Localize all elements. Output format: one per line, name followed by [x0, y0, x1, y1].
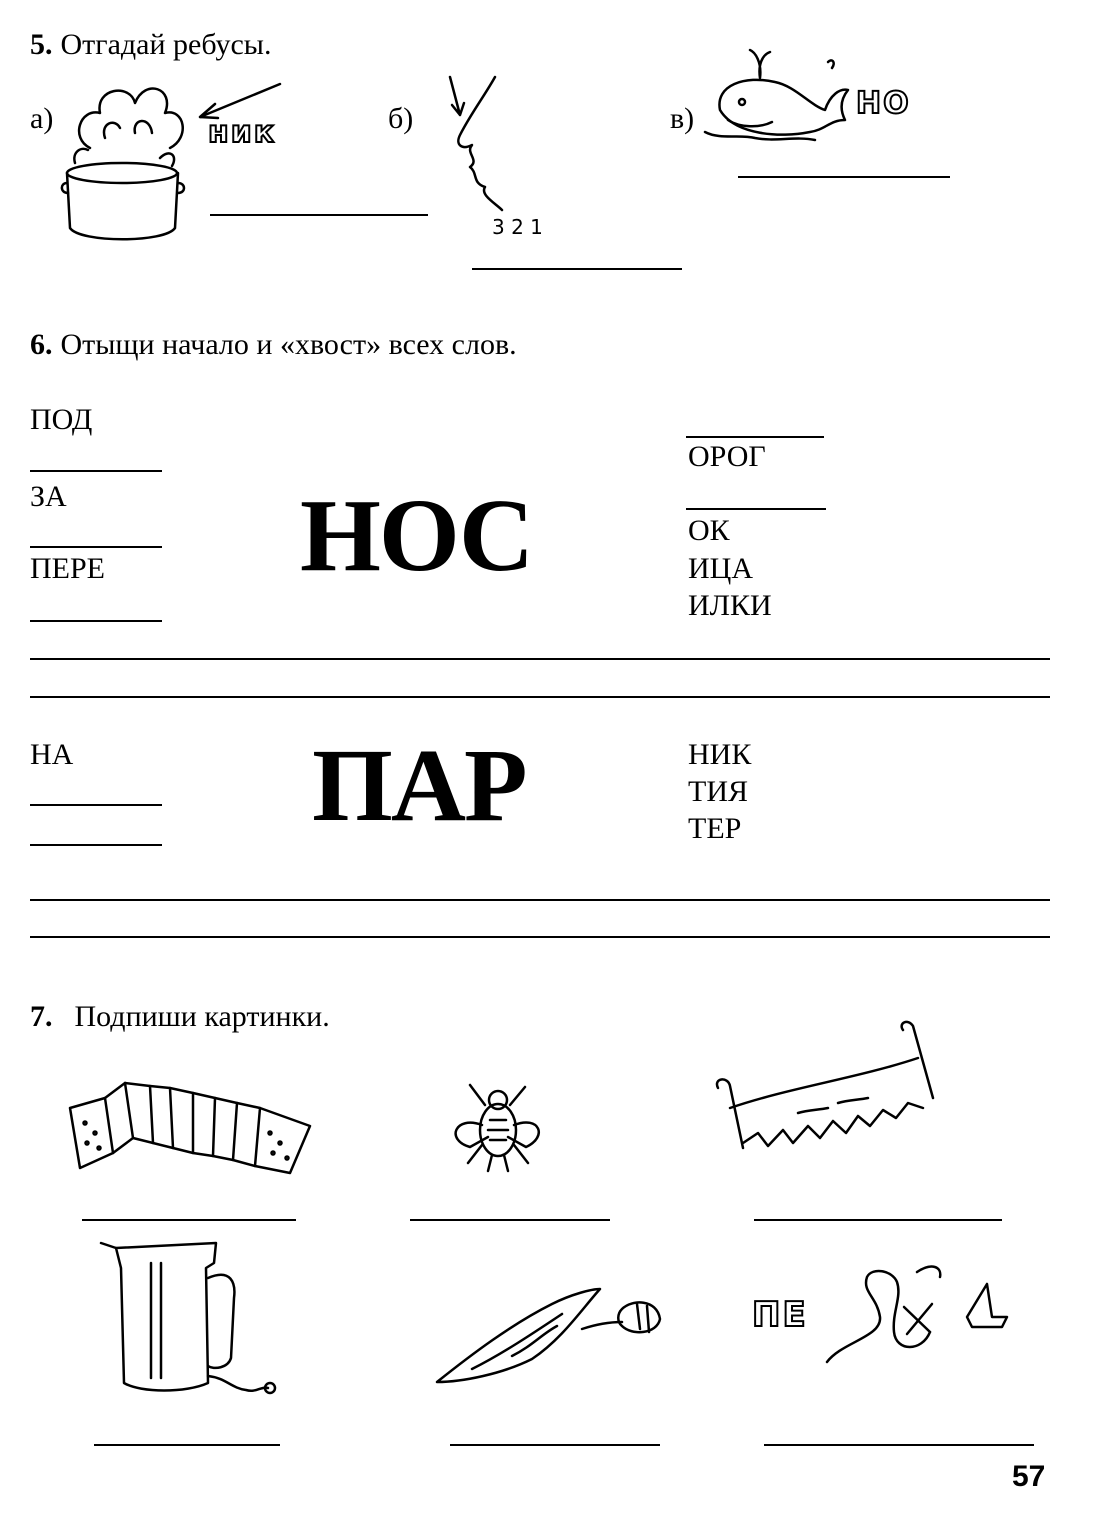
page-number: 57 — [1012, 1460, 1046, 1493]
answer-line[interactable] — [210, 214, 428, 216]
writing-line[interactable] — [30, 936, 1050, 938]
answer-line[interactable] — [450, 1444, 660, 1446]
answer-line[interactable] — [686, 508, 826, 510]
fly-icon — [440, 1075, 550, 1175]
answer-line[interactable] — [738, 176, 950, 178]
answer-line[interactable] — [30, 470, 162, 472]
root-word-nos: НОС — [300, 478, 533, 593]
suffix-orog: ОРОГ — [688, 440, 766, 473]
whale-icon — [700, 40, 860, 140]
rebus-pe-letters: ПЕ — [752, 1295, 808, 1335]
task7-title: Подпиши картинки. — [74, 1000, 330, 1033]
writing-line[interactable] — [30, 899, 1050, 901]
answer-line[interactable] — [30, 546, 162, 548]
task5-title: Отгадай ребусы. — [60, 28, 272, 61]
task6-number: 6. — [30, 328, 53, 361]
suffix-ter: ТЕР — [688, 812, 742, 845]
accordion-icon — [65, 1078, 320, 1178]
task5-number: 5. — [30, 28, 53, 61]
task7-number: 7. — [30, 1000, 53, 1033]
nose-profile-icon — [440, 75, 530, 215]
answer-line[interactable] — [764, 1444, 1034, 1446]
task6-heading — [30, 328, 517, 362]
answer-line[interactable] — [686, 436, 824, 438]
answer-line[interactable] — [82, 1219, 296, 1221]
task7-heading — [30, 1000, 330, 1034]
answer-line[interactable] — [410, 1219, 610, 1221]
task5-heading — [30, 28, 271, 62]
rebus-a-word: ник — [208, 115, 277, 150]
root-word-par: ПАР — [312, 728, 526, 843]
digits-321: 3 2 1 — [492, 215, 543, 239]
answer-line[interactable] — [30, 620, 162, 622]
answer-line[interactable] — [754, 1219, 1002, 1221]
snake-rebus-icon — [822, 1262, 1057, 1372]
suffix-tiya: ТИЯ — [688, 775, 748, 808]
kettle-icon — [96, 1238, 286, 1408]
prefix-na: НА — [30, 738, 74, 771]
answer-line[interactable] — [472, 268, 682, 270]
tulip-icon — [432, 1284, 667, 1389]
writing-line[interactable] — [30, 658, 1050, 660]
suffix-ok: ОК — [688, 514, 730, 547]
saw-icon — [708, 1018, 943, 1168]
suffix-ilki: ИЛКИ — [688, 589, 772, 622]
prefix-pere: ПЕРЕ — [30, 552, 105, 585]
rebus-c-word: НО — [856, 86, 911, 121]
task6-title: Отыщи начало и «хвост» всех слов. — [60, 328, 517, 361]
suffix-ica: ИЦА — [688, 552, 753, 585]
prefix-pod: ПОД — [30, 403, 93, 436]
answer-line[interactable] — [30, 844, 162, 846]
answer-line[interactable] — [30, 804, 162, 806]
answer-line[interactable] — [94, 1444, 280, 1446]
writing-line[interactable] — [30, 696, 1050, 698]
rebus-b-label: б) — [388, 102, 414, 135]
prefix-za: ЗА — [30, 480, 67, 513]
rebus-a-label: а) — [30, 102, 54, 135]
rebus-c-label: в) — [670, 102, 695, 135]
suffix-nik: НИК — [688, 738, 752, 771]
